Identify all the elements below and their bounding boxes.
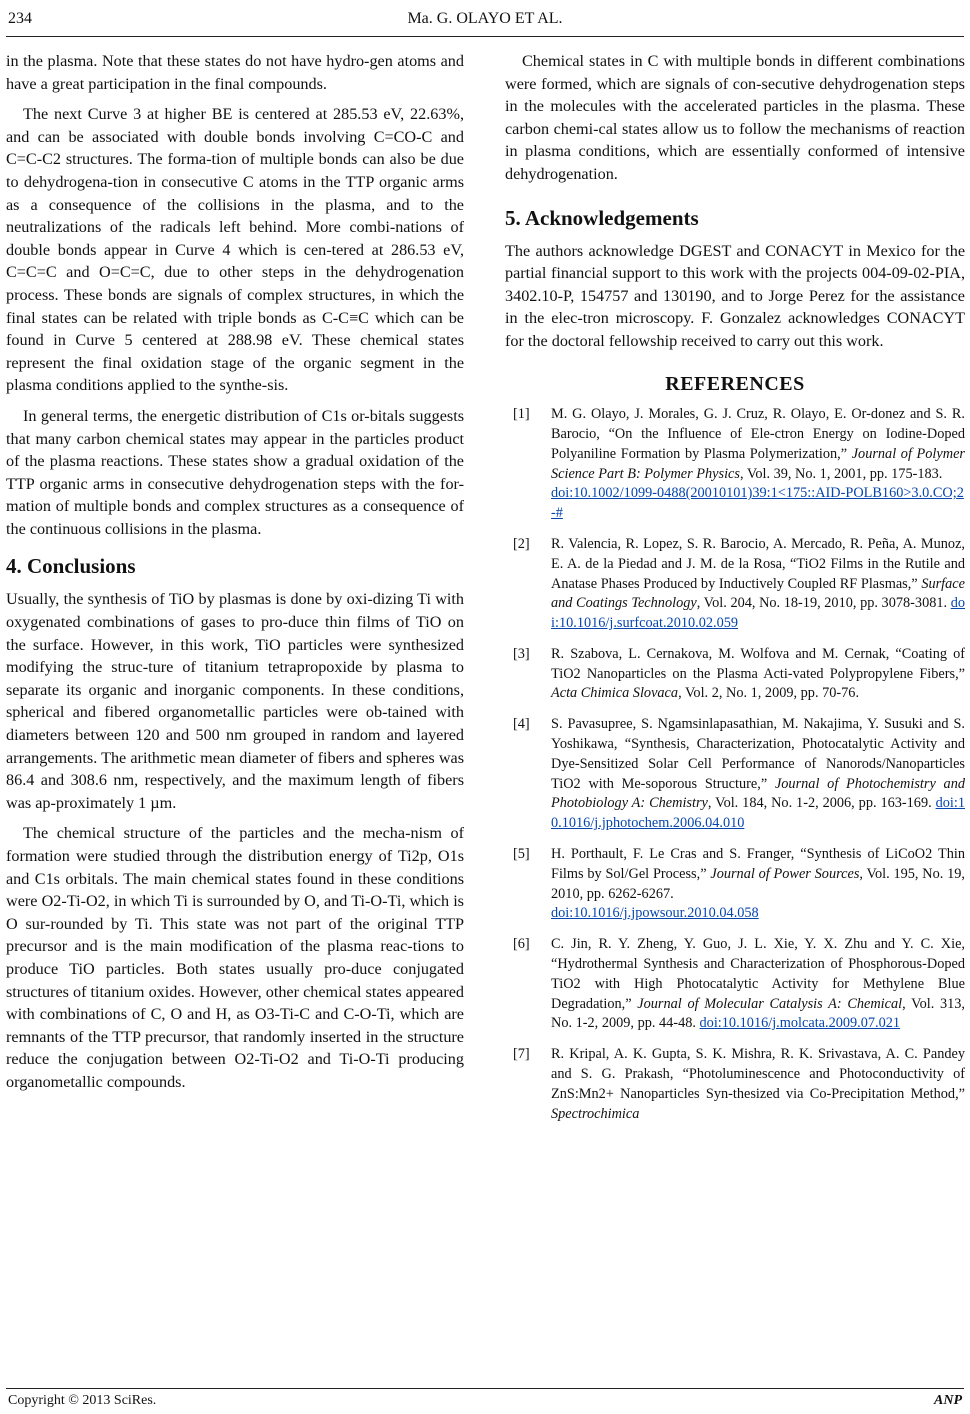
doi-link[interactable]: doi:10.1016/j.molcata.2009.07.021: [699, 1015, 901, 1032]
reference-number: [4]: [513, 716, 530, 733]
reference-item: [505, 845, 965, 924]
section-heading-acknowledgements: 5. Acknowledgements: [505, 205, 699, 230]
paragraph: The chemical structure of the particles and the mecha-nism of formation were studied through the distribution energy of Ti2p, O1s and C1s orbitals. The main chemical states found in these conditions were O2-Ti-O2, in which Ti is surrounded by O, and Ti-O-Ti, which is O sur-rounded by Ti. This state was not part of the original TTP precursor and is the main modification of the plasma reac-tions to produce TiO particles. Both states usually pro-duce conjugated structures of titanium oxides. However, other chemical states appeared with combinations of C, O and H, as O3-Ti-C and C-O-Ti, which are remnants of the TTP precursor, that randomly inserted in the structure reduce the conjugation between O2-Ti-O2 and Ti-O-Ti producing organometallic compounds.: [6, 824, 464, 1091]
reference-details: , Vol. 204, No. 18-19, 2010, pp. 3078-3081.: [696, 595, 951, 612]
section-heading-conclusions: 4. Conclusions: [6, 554, 136, 579]
reference-text: S. Pavasupree, S. Ngamsinlapasathian, M. Nakajima, Y. Susuki and S. Yoshikawa, “Synthesis, Characterization, Photocatalytic Activity and Dye-Sensitized Solar Cell Performance of Nanorods/Nanoparticles TiO2 with Me-soporous Structure,”: [551, 716, 965, 792]
reference-details: , Vol. 195, No. 19, 2010, pp. 6262-6267.: [551, 865, 965, 902]
left-column: [6, 50, 464, 1094]
page-header: [0, 8, 970, 38]
reference-journal: Spectrochimica: [551, 1105, 640, 1122]
reference-number: [6]: [513, 936, 530, 953]
right-column: [505, 50, 965, 1135]
paragraph: The next Curve 3 at higher BE is centered at 285.53 eV, 22.63%, and can be associated with double bonds involving C=CO-C and C=C-C2 structures. The forma-tion of multiple bonds can also be due to dehydrogena-tion in consecutive C atoms in the TTP organic arms as a consequence of the collisions in the plasma, and to the neutralizations of the radicals left behind. More combi-nations of double bonds appear in Curve 4 which is cen-tered at 286.53 eV, C=C=C and O=C=C, due to other steps in the dehydrogenation process. These bonds are signals of complex structures, in which the final states can be related with triple bonds as C-C≡C which can be found in Curve 5 centered at 288.98 eV. These chemical states represent the final oxidation stage of the organic segment in the plasma conditions applied to the synthe-sis.: [6, 105, 464, 395]
page-number: 234: [8, 10, 32, 27]
reference-item: [505, 1045, 965, 1124]
reference-item: [505, 645, 965, 704]
paragraph: Chemical states in C with multiple bonds in different combinations were formed, which are signals of con-secutive dehydrogenation steps in the molecules with the accelerated particles in the plasma. These carbon chemi-cal states allow us to follow the mechanisms of reaction in plasma conditions, which are essentially conformed of intensive dehydrogenation.: [505, 52, 965, 183]
journal-abbreviation: ANP: [934, 1393, 962, 1408]
paragraph: Usually, the synthesis of TiO by plasmas is done by oxi-dizing Ti with oxygenated combinations of gases to pro-duce thin films of TiO on the surface. However, in this work, TiO particles were synthesized modifying the struc-ture of titanium tetrapropoxide by plasma to separate its organic and inorganic components. In these conditions, spherical and fibered organometallic particles were ob-tained with diameters between 120 and 500 nm grouped in random and layered arrangements. The arithmetic mean diameter of fibers and spheres was 86.4 and 308.6 nm, respectively, and the maximum length of fibers was ap-proximately 1 µm.: [6, 590, 464, 812]
doi-link[interactable]: doi:10.1016/j.surfcoat.2010.02.059: [551, 595, 965, 632]
reference-item: [505, 715, 965, 834]
doi-link[interactable]: doi:10.1002/1099-0488(20010101)39:1<175::AID-POLB160>3.0.CO;2-#: [551, 485, 964, 522]
reference-item: [505, 405, 965, 524]
references-heading: REFERENCES: [665, 372, 805, 395]
reference-list: [505, 405, 965, 1124]
reference-number: [2]: [513, 535, 530, 552]
footer-rule: [6, 1388, 964, 1389]
reference-details: , Vol. 2, No. 1, 2009, pp. 70-76.: [678, 685, 860, 702]
reference-journal: Journal of Photochemistry and Photobiology A: Chemistry: [551, 775, 966, 812]
reference-text: M. G. Olayo, J. Morales, G. J. Cruz, R. Olayo, E. Or-donez and S. R. Barocio, “On the Influence of Ele-ctron Energy on Iodine-Doped Polyaniline Formation by Plasma Polymerization,”: [551, 406, 965, 462]
reference-details: , Vol. 184, No. 1-2, 2006, pp. 163-169.: [707, 795, 936, 812]
reference-text: R. Valencia, R. Lopez, S. R. Barocio, A. Mercado, R. Peña, A. Munoz, E. A. de la Piedad and J. M. de la Rosa, “TiO2 Films in the Rutile and Anatase Phases Produced by Inductively Coupled RF Plasmas,”: [551, 535, 965, 592]
reference-journal: Journal of Molecular Catalysis A: Chemical: [637, 995, 903, 1012]
header-rule: [6, 36, 964, 37]
doi-link[interactable]: doi:10.1016/j.jpowsour.2010.04.058: [551, 905, 759, 922]
reference-number: [7]: [513, 1046, 530, 1063]
reference-text: H. Porthault, F. Le Cras and S. Franger, “Synthesis of LiCoO2 Thin Films by Sol/Gel Process,”: [551, 846, 965, 882]
paragraph: In general terms, the energetic distribution of C1s or-bitals suggests that many carbon chemical states may appear in the particles product of the plasma reactions. These states show a gradual oxidation of the TTP organic arms in consecutive dehydrogenation steps with the for-mation of multiple bonds and complex structures as a consequence of the continuous collisions in the plasma.: [6, 406, 464, 538]
paragraph: The authors acknowledge DGEST and CONACYT in Mexico for the partial financial support to this work with the projects 004-09-02-PIA, 3402.10-P, 154757 and 130190, and to Jorge Perez for the assistance in the elec-tron microscopy. F. Gonzalez acknowledges CONACYT for the doctoral fellowship received to carry out this work.: [505, 241, 965, 350]
paragraph: in the plasma. Note that these states do not have hydro-gen atoms and have a great participation in the final compounds.: [6, 52, 464, 93]
reference-details: , Vol. 313, No. 1-2, 2009, pp. 44-48.: [551, 995, 966, 1032]
reference-journal: Journal of Power Sources: [710, 865, 860, 882]
reference-journal: Journal of Polymer Science Part B: Polymer Physics: [551, 445, 965, 482]
reference-number: [1]: [513, 406, 530, 423]
reference-details: , Vol. 39, No. 1, 2001, pp. 175-183.: [739, 465, 943, 482]
reference-text: R. Kripal, A. K. Gupta, S. K. Mishra, R. K. Srivastava, A. C. Pandey and S. G. Prakash, “Photoluminescence and Photoconductivity of ZnS:Mn2+ Nanoparticles Syn-thesized via Co-Precipitation Method,”: [551, 1046, 965, 1102]
copyright-notice: Copyright © 2013 SciRes.: [8, 1393, 157, 1408]
reference-text: R. Szabova, L. Cernakova, M. Wolfova and M. Cernak, “Coating of TiO2 Nanoparticles on the Plasma Acti-vated Polypropylene Fibers,”: [551, 645, 965, 682]
reference-item: [505, 535, 965, 634]
reference-number: [5]: [513, 846, 530, 863]
reference-text: C. Jin, R. Y. Zheng, Y. Guo, J. L. Xie, Y. X. Zhu and Y. C. Xie, “Hydrothermal Synthesis and Characterization of Phosphorous-Doped TiO2 with High Photocatalytic Activity for Methylene Blue Degradation,”: [551, 936, 965, 1012]
reference-journal: Acta Chimica Slovaca: [551, 685, 679, 702]
doi-link[interactable]: doi:10.1016/j.jphotochem.2006.04.010: [551, 795, 965, 832]
reference-journal: Surface and Coatings Technology: [551, 575, 965, 612]
reference-number: [3]: [513, 645, 530, 662]
reference-item: [505, 935, 965, 1034]
running-head: Ma. G. OLAYO ET AL.: [407, 10, 563, 27]
